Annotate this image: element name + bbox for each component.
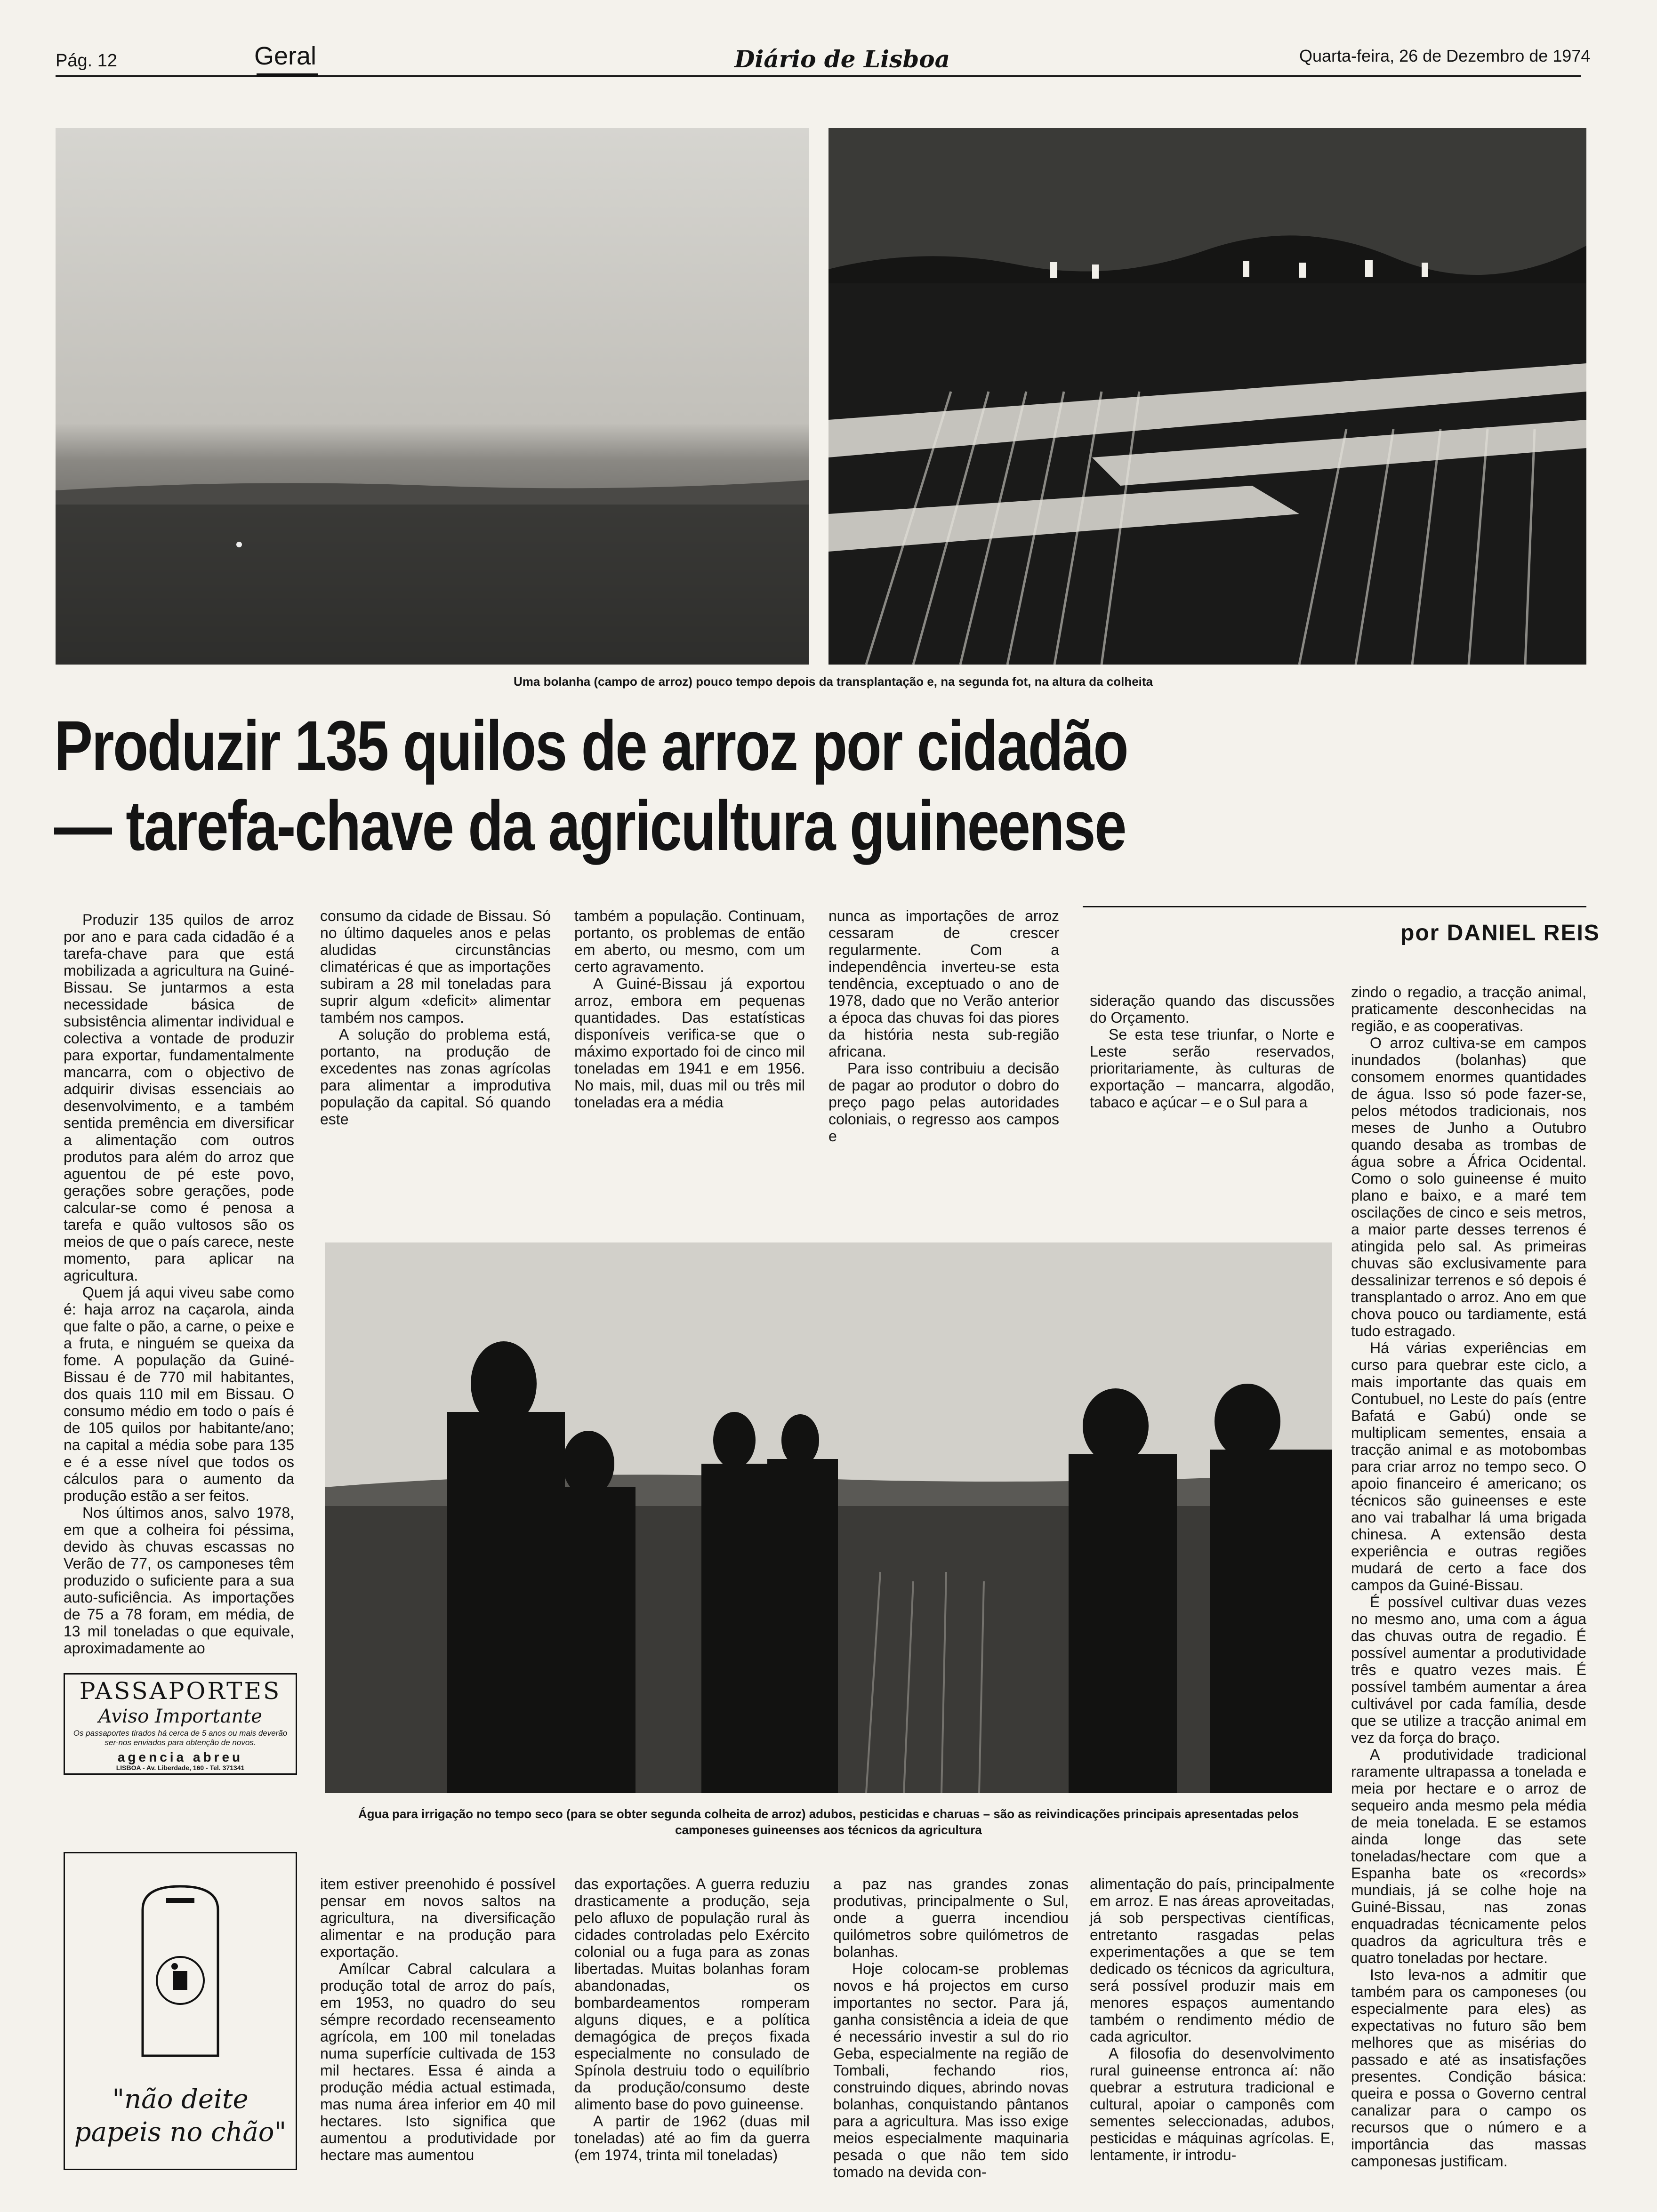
article-col6 (1351, 984, 1586, 2170)
paragraph: O arroz cultiva-se em campos inundados (bolanhas) que consomem enormes quantidades de água. Isso só pode fazer-se, pelos métodos tradicionais, nos meses de Junho a Outubro quando desaba as trombas de água sobre a África Ocidental. Como o solo guineense é muito plano e baixo, e a maré tem oscilações de cinco e seis metros, a maior parte desses terrenos é atingida pelo sal. As primeiras chuvas são exclusivamente para dessalinizar terrenos e só depois é transplantado o arroz. Ano em que chova pouco ou tardiamente, está tudo estragado. (1351, 1034, 1586, 1339)
paragraph: A Guiné-Bissau já exportou arroz, embora em pequenas quantidades. Das estatísticas disponíveis verifica-se que o máximo exportado foi de cinco mil toneladas em 1941 e em 1956. No mais, mil, duas mil ou três mil toneladas era a média (574, 975, 805, 1111)
middle-photo-caption: Água para irrigação no tempo seco (para se obter segunda colheita de arroz) adubos, pesticidas e charuas – são as reivindicações principais apresentadas pelos camponeses guineenses aos técnicos da agricultura (358, 1807, 1299, 1837)
paragraph: também a população. Continuam, portanto, os problemas de então em aberto, ou mesmo, com um certo agravamento. (574, 907, 805, 975)
paragraph: zindo o regadio, a tracção animal, praticamente desconhecidas na região, e as cooperativas. (1351, 984, 1586, 1034)
paragraph: A partir de 1962 (duas mil toneladas) até ao fim da guerra (em 1974, trinta mil toneladas) (574, 2113, 810, 2164)
article-col1 (64, 911, 294, 1657)
article-col2-top (320, 907, 551, 1128)
paragraph: A produtividade tradicional raramente ultrapassa a tonelada e meia por hectare e o arroz de sequeiro anda mesmo pela média de meia tonelada. E se estamos ainda longe das sete toneladas/hectare com que a Espanha bate os «records» mundiais, já se colhe hoje na Guiné-Bissau, nas zonas enquadradas técnicamente pelos quadros da agricultura três e quatro toneladas por hectare. (1351, 1746, 1586, 1966)
article-col2-bottom (320, 1875, 555, 2164)
paragraph: Isto leva-nos a admitir que também para os camponeses (ou especialmente para eles) as expectativas no futuro são bem melhores que as misérias do passado e até as insatisfações presentes. Condição básica: queira e possa o Governo central canalizar para o campo os recursos que o número e a importância das massas camponesas justificam. (1351, 1966, 1586, 2170)
article-col3-bottom (574, 1875, 810, 2164)
article-col5-bottom (1090, 1875, 1335, 2164)
litter-slogan-line1: "não deite (112, 2084, 249, 2115)
page-number: Pág. 12 (56, 51, 117, 71)
article-col5-top (1090, 992, 1335, 1111)
article-col3-top (574, 907, 805, 1111)
headline-line2: — tarefa-chave da agricultura guineense (54, 786, 1126, 865)
paragraph: É possível cultivar duas vezes no mesmo ano, uma com a água das chuvas outra de regadio. É possível aumentar a produtividade três e quatro vezes mais. É possível também aumentar a área cultivável por cada família, desde que se utilize a tracção animal em vez da força do braço. (1351, 1594, 1586, 1746)
section-label: Geral (254, 42, 317, 70)
paragraph: Nos últimos anos, salvo 1978, em que a colheira foi péssima, devido às chuvas escassas no Verão de 77, os camponeses têm produzido o suficiente para a sua auto-suficiência. As importações de 75 a 78 foram, em média, de 13 mil toneladas o que equivale, aproximadamente ao (64, 1504, 294, 1657)
paragraph: Hoje colocam-se problemas novos e há projectos em curso importantes no sector. Para já, ganha consistência a ideia de que é necessário investir a sul do rio Geba, especialmente na região de Tombali, fechando rios, construindo diques, abrindo novas bolanhas, conquistando pântanos para a agricultura. Mas isso exige meios especialmente maquinaria pesada o que não tem sido tomado na devida con- (833, 1960, 1069, 2180)
paragraph: A solução do problema está, portanto, na produção de excedentes nas zonas agrícolas para alimentar a improdutiva população da capital. Só quando este (320, 1026, 551, 1128)
article-col4-bottom (833, 1875, 1069, 2180)
photo-farmers-with-technicians (325, 1242, 1332, 1793)
top-photo-caption: Uma bolanha (campo de arroz) pouco tempo depois da transplantação e, na segunda fot, na altura da colheita (513, 674, 1153, 689)
paragraph: Se esta tese triunfar, o Norte e Leste serão reservados, prioritariamente, às culturas de exportação – mancarra, algodão, tabaco e açúcar – e o Sul para a (1090, 1026, 1335, 1111)
paragraph: sideração quando das discussões do Orçamento. (1090, 992, 1335, 1026)
paragraph: das exportações. A guerra reduziu drasticamente a produção, seja pelo afluxo de população rural às cidades controladas pelo Exército colonial ou a fuga para as zonas libertadas. Muitas bolanhas foram abandonadas, os bombardeamentos romperam alguns diques, e a política demagógica de preços fixada especialmente no consulado de Spínola destruiu todo o equilíbrio da produção/consumo deste alimento base do povo guineense. (574, 1875, 810, 2113)
paragraph: A filosofia do desenvolvimento rural guineense entronca aí: não quebrar a estrutura tradicional e cultural, apoiar o camponês com sementes seleccionadas, adubos, pesticidas e máquinas agrícolas. E, lentamente, ir introdu- (1090, 2045, 1335, 2164)
paragraph: alimentação do país, principalmente em arroz. E nas áreas aproveitadas, já sob perspectivas científicas, entretanto rasgadas pelas experimentações a que se tem dedicado os técnicos da agricultura, será possível produzir mais em menores espaços aumentando também o rendimento médio de cada agricultor. (1090, 1875, 1335, 2045)
paragraph: item estiver preenohido é possível pensar em novos saltos na agricultura, na diversificação alimentar e na produção para exportação. (320, 1875, 555, 1960)
paragraph: Quem já aqui viveu sabe como é: haja arroz na caçarola, ainda que falte o pão, a carne, o peixe e a fruta, e ninguém se queixa da fome. A população da Guiné-Bissau é de 770 mil habitantes, dos quais 110 mil em Bissau. O consumo médio em todo o país é de 105 quilos por habitante/ano; na capital a média sobe para 135 e é a esse nível que todos os cálculos para o aumento da produção estão a ser feitos. (64, 1284, 294, 1504)
litter-slogan-line2: papeis no chão" (74, 2117, 287, 2148)
ad-agency: agencia abreu (117, 1750, 243, 1764)
trash-bin-icon (124, 1882, 237, 2063)
paragraph: Para isso contribuiu a decisão de pagar ao produtor o dobro do preço pago pelas autoridades coloniais, o regresso aos campos e (828, 1060, 1059, 1145)
passaportes-ad (64, 1673, 297, 1775)
ad-title: PASSAPORTES (79, 1677, 282, 1705)
paragraph: nunca as importações de arroz cessaram de crescer regularmente. Com a independência inverteu-se esta tendência, exceptuado o ano de 1978, dado que no Verão anterior a época das chuvas foi das piores da história nesta sub-região africana. (828, 907, 1059, 1060)
issue-date: Quarta-feira, 26 de Dezembro de 1974 (1299, 46, 1591, 65)
byline-rule (1083, 906, 1586, 907)
headline-line1: Produzir 135 quilos de arroz por cidadão (54, 706, 1128, 785)
byline: por DANIEL REIS (1400, 921, 1600, 946)
photo-rice-harvest (828, 128, 1586, 665)
paragraph: Amílcar Cabral calculara a produção total de arroz do país, em 1953, no quadro do seu sémpre recordado recenseamento agrícola, em 100 mil toneladas numa superfície cultivada de 153 mil hectares. Essa é ainda a produção média actual estimada, mas numa área inferior em 40 mil hectares. Isto significa que aumentou a produtividade por hectare mas aumentou (320, 1960, 555, 2164)
ad-address: LISBOA - Av. Liberdade, 160 - Tel. 371341 (116, 1764, 245, 1771)
ad-body: Os passaportes tirados há cerca de 5 anos ou mais deverão ser-nos enviados para obtenção de novos. (73, 1729, 288, 1747)
header-rule (56, 75, 1581, 77)
paragraph: Produzir 135 quilos de arroz por ano e para cada cidadão é a tarefa-chave para que está mobilizada a agricultura na Guiné-Bissau. Se juntarmos a esta necessidade básica de subsistência alimentar individual e colectiva a vontade de produzir para exportar, fundamentalmente mancarra, com o objectivo de adquirir divisas essenciais ao desenvolvimento, e a também sentida premência em diversificar a alimentação com outros produtos para além do arroz que aguentou de pé este povo, gerações sobre gerações, pode calcular-se como é penosa a tarefa e quão vultosos são os meios de que o país carece, neste momento, para aplicar na agricultura. (64, 911, 294, 1284)
ad-subtitle: Aviso Importante (98, 1706, 262, 1727)
paragraph: Há várias experiências em curso para quebrar este ciclo, a mais importante das quais em Contubuel, no Leste do país (entre Bafatá e Gabú) onde se multiplicam sementes, ensaia a tracção animal e as motobombas para criar arroz no tempo seco. O apoio financeiro é americano; os técnicos são guineenses e este ano vai trabalhar lá uma brigada chinesa. A extensão desta experiência e outras regiões mudará de certo a face dos campos da Guiné-Bissau. (1351, 1339, 1586, 1594)
masthead: Diário de Lisboa (734, 45, 950, 73)
paragraph: a paz nas grandes zonas produtivas, principalmente o Sul, onde a guerra incendiou quilómetros sobre quilómetros de bolanhas. (833, 1875, 1069, 1960)
photo-rice-field-after-transplant (56, 128, 809, 665)
litter-campaign-ad (64, 1852, 297, 2170)
article-col4-top (828, 907, 1059, 1145)
paragraph: consumo da cidade de Bissau. Só no último daqueles anos e pelas aludidas circunstâncias climatéricas é que as importações subiram a 28 mil toneladas para suprir algum «deficit» alimentar também nos campos. (320, 907, 551, 1026)
